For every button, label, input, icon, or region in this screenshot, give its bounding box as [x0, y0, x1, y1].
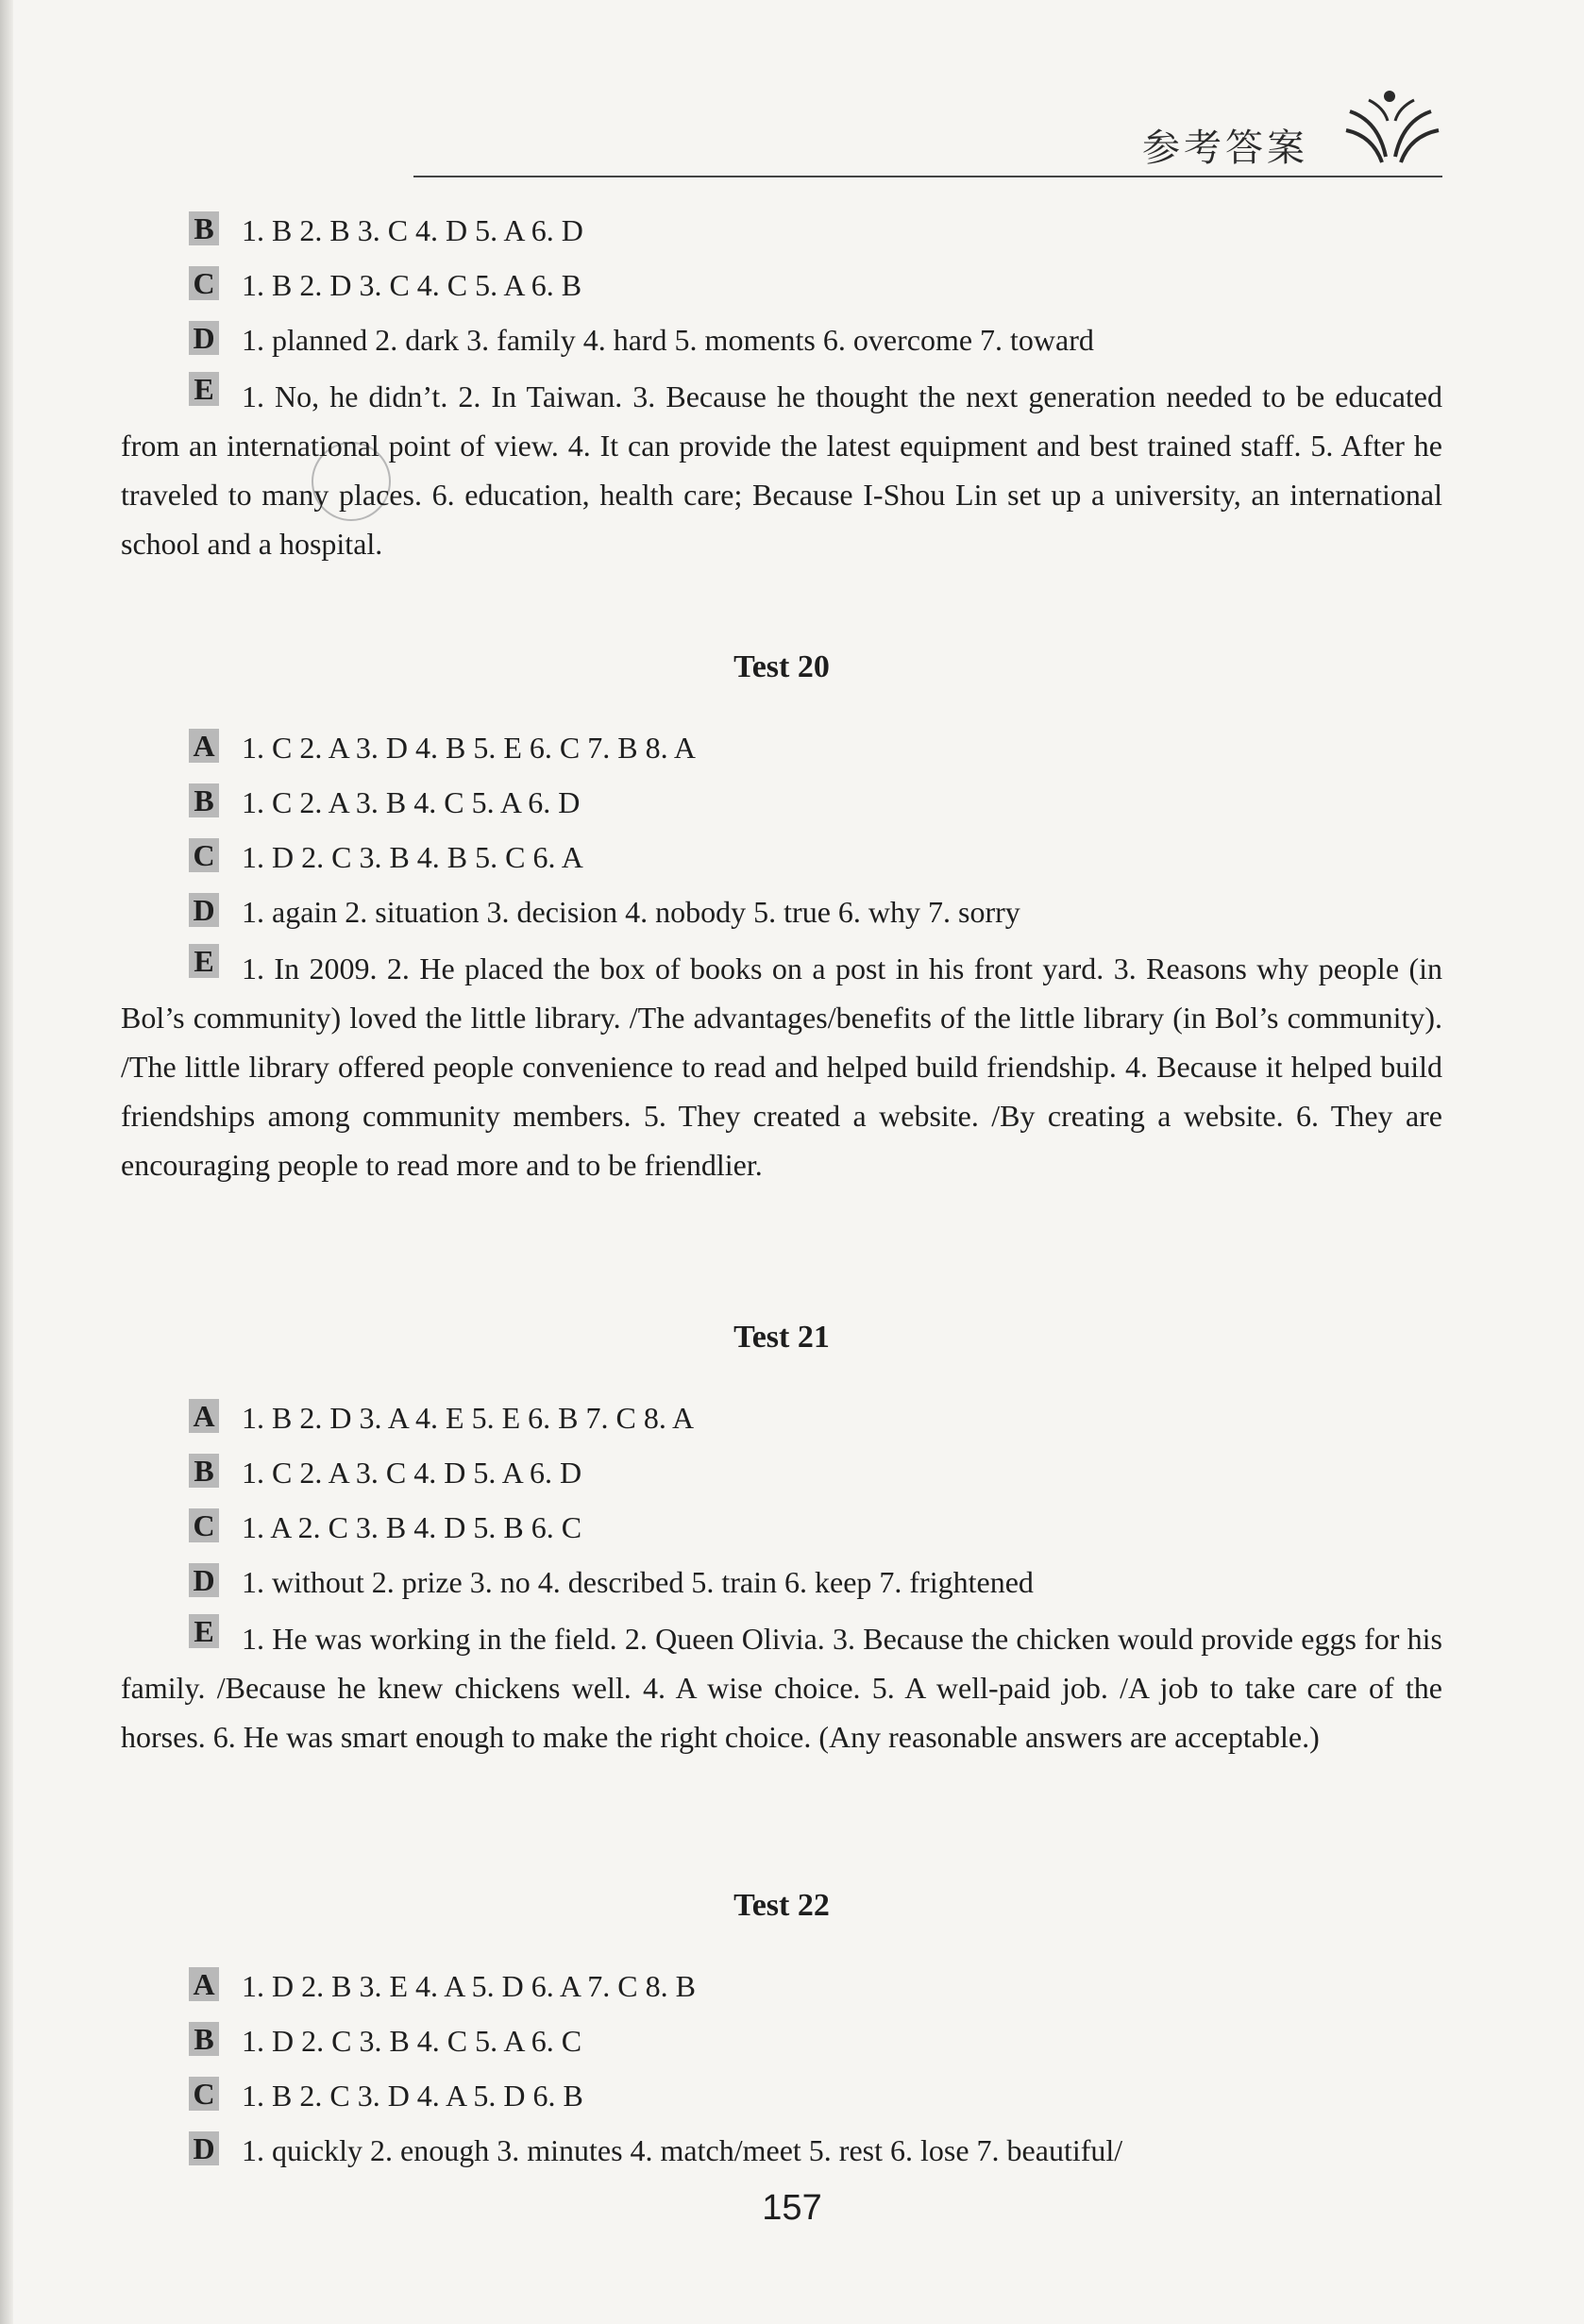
answer-text: 1. D 2. B 3. E 4. A 5. D 6. A 7. C 8. B: [242, 1969, 696, 2003]
answer-text: 1. B 2. D 3. C 4. C 5. A 6. B: [242, 268, 582, 302]
section-label: D: [189, 893, 219, 927]
section-label: C: [189, 2077, 219, 2111]
section-label: B: [189, 783, 219, 817]
section-label: A: [189, 1967, 219, 2001]
test-22-heading: Test 22: [733, 1888, 830, 1923]
leaf-ornament-icon: [1340, 83, 1444, 170]
answer-text: 1. In 2009. 2. He placed the box of books on a post in his front yard. 3. Reasons why people (in Bol’s community) loved the little library. /The advantages/benefits of the little library (in Bol’s community). /The little library offered people convenience to read and helped build friendship. 4. Because it helped build friendships among community members. 5. They created a website. /By creating a website. 6. They are encouraging people to read more and to be friendlier.: [121, 951, 1442, 1182]
answer-text: 1. C 2. A 3. B 4. C 5. A 6. D: [242, 785, 581, 819]
answer-row-C: [121, 266, 1510, 304]
answer-row-C: [121, 2077, 1510, 2114]
answer-row-C: [121, 1508, 1510, 1546]
section-label: A: [189, 1399, 219, 1433]
answer-row-D: [121, 1563, 1510, 1601]
header-title: 参考答案: [1142, 126, 1308, 170]
answer-text: 1. C 2. A 3. D 4. B 5. E 6. C 7. B 8. A: [242, 731, 696, 765]
header-rule: [413, 176, 1442, 177]
answer-text: 1. again 2. situation 3. decision 4. nobody 5. true 6. why 7. sorry: [242, 895, 1020, 929]
section-label: E: [189, 372, 219, 406]
section-label: B: [189, 1454, 219, 1488]
answer-row-B: [121, 211, 1510, 249]
answer-text: 1. C 2. A 3. C 4. D 5. A 6. D: [242, 1456, 582, 1490]
header-faint-text: [434, 132, 1114, 160]
answer-text: 1. D 2. C 3. B 4. C 5. A 6. C: [242, 2024, 582, 2058]
answer-text: 1. He was working in the field. 2. Queen Olivia. 3. Because the chicken would provide eggs for his family. /Because he knew chickens well. 4. A wise choice. 5. A well-paid job. /A job to take care of the horses. 6. He was smart enough to make the right choice. (Any reasonable answers are acceptable.): [121, 1622, 1442, 1754]
answer-text: 1. without 2. prize 3. no 4. described 5. train 6. keep 7. frightened: [242, 1565, 1034, 1599]
page-number: 157: [762, 2188, 822, 2228]
answer-paragraph-E: [121, 944, 1442, 1189]
answer-paragraph-E: [121, 372, 1442, 568]
answer-row-A: [121, 1967, 1510, 2005]
answer-text: 1. A 2. C 3. B 4. D 5. B 6. C: [242, 1510, 582, 1544]
answer-text: 1. B 2. D 3. A 4. E 5. E 6. B 7. C 8. A: [242, 1401, 695, 1435]
binding-shadow: [0, 0, 13, 2324]
answer-text: 1. B 2. B 3. C 4. D 5. A 6. D: [242, 213, 583, 247]
answer-text: 1. No, he didn’t. 2. In Taiwan. 3. Because he thought the next generation needed to be educated from an international point of view. 4. It can provide the latest equipment and best trained staff. 5. After he traveled to many places. 6. education, health care; Because I-Shou Lin set up a university, an international school and a hospital.: [121, 379, 1442, 561]
test-20-heading: Test 20: [733, 649, 830, 684]
answer-row-D: [121, 893, 1510, 931]
section-label: B: [189, 2022, 219, 2056]
section-label: C: [189, 1508, 219, 1542]
answer-text: 1. D 2. C 3. B 4. B 5. C 6. A: [242, 840, 583, 874]
answer-paragraph-E: [121, 1614, 1442, 1761]
answer-row-D: [121, 321, 1510, 359]
answer-row-A: [121, 729, 1510, 766]
section-label: E: [189, 944, 219, 978]
section-label: A: [189, 729, 219, 763]
section-label: B: [189, 211, 219, 245]
answer-text: 1. B 2. C 3. D 4. A 5. D 6. B: [242, 2079, 583, 2113]
answer-row-B: [121, 2022, 1510, 2060]
answer-row-C: [121, 838, 1510, 876]
answer-text: 1. quickly 2. enough 3. minutes 4. match/meet 5. rest 6. lose 7. beautiful/: [242, 2133, 1123, 2167]
section-label: C: [189, 266, 219, 300]
section-label: E: [189, 1614, 219, 1648]
section-label: D: [189, 321, 219, 355]
section-label: C: [189, 838, 219, 872]
answer-text: 1. planned 2. dark 3. family 4. hard 5. moments 6. overcome 7. toward: [242, 323, 1094, 357]
answer-row-A: [121, 1399, 1510, 1437]
answer-row-B: [121, 1454, 1510, 1491]
test-21-heading: Test 21: [733, 1320, 830, 1355]
answer-row-B: [121, 783, 1510, 821]
answer-row-D: [121, 2131, 1510, 2169]
section-label: D: [189, 1563, 219, 1597]
section-label: D: [189, 2131, 219, 2165]
